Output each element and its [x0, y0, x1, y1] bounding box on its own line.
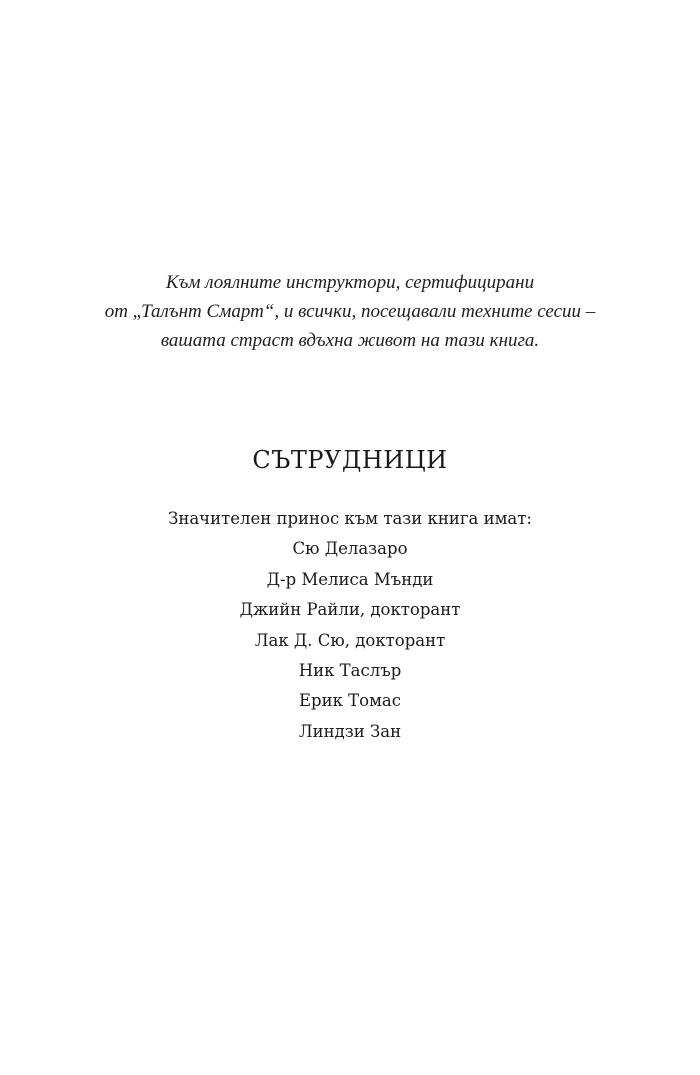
- dedication: [0, 268, 700, 355]
- contributor-name-7: Линдзи Зан: [298, 721, 402, 741]
- dedication-line-2: от „Талънт Смарт“, и всички, посещавали техните сесии –: [104, 301, 596, 322]
- contributor-name-5: Ник Таслър: [298, 661, 402, 681]
- contributor-name-6: Ерик Томас: [298, 691, 401, 711]
- contributors-intro: Значителен принос към тази книга имат:: [168, 509, 532, 528]
- contributor-name-4: Лак Д. Сю, докторант: [254, 630, 446, 650]
- dedication-line-1: Към лоялните инструктори, сертифицирани: [165, 272, 535, 293]
- contributors-list: [0, 504, 700, 747]
- contributor-name-1: Сю Делазаро: [292, 539, 408, 559]
- dedication-line-3: вашата страст вдъхна живот на тази книга.: [160, 330, 540, 351]
- contributor-name-2: Д-р Мелиса Мънди: [266, 569, 434, 589]
- contributors-heading: СЪТРУДНИЦИ: [252, 446, 448, 474]
- contributor-name-3: Джийн Райли, докторант: [239, 600, 461, 620]
